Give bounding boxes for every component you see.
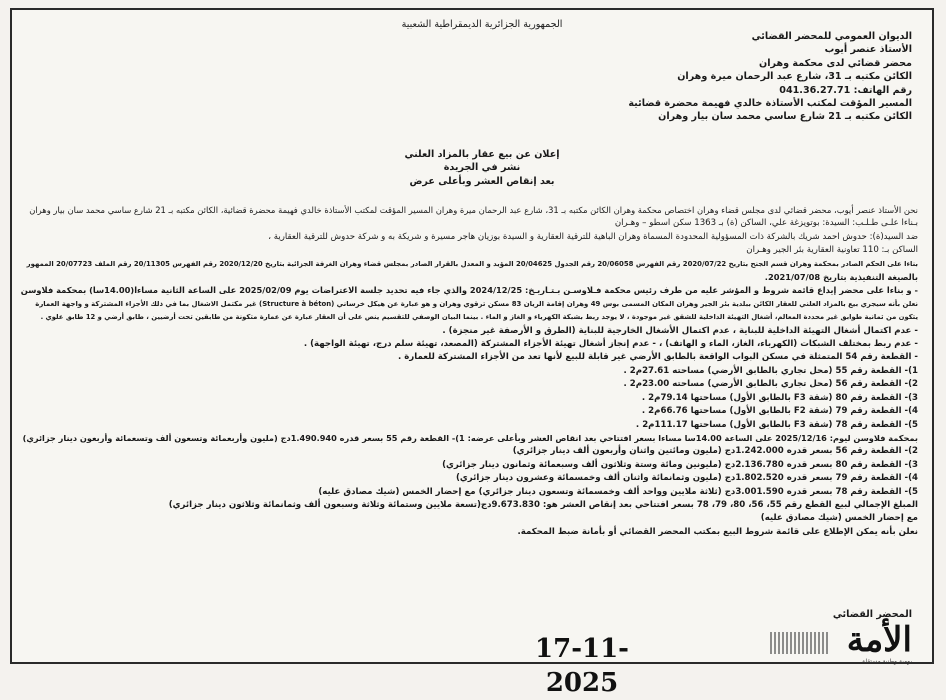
- signature: المحضر القضائي: [832, 609, 912, 620]
- notice-body: [20, 204, 918, 539]
- closing-note: نعلن بأنه يمكن الإطلاع على قائمة شروط البيع بمكتب المحضر القضائي أو بأمانة ضبط المحكمة.: [517, 526, 918, 537]
- lot-item: 2)- القطعة رقم 56 (محل تجاري بالطابق الأرضي) مساحته 23.00م2 .: [623, 379, 918, 390]
- body-paragraph: ضد السيد(ة): حدوش احمد شريك بالشركة ذات المسؤولية المحدودة المسماة وهران الباهية للترقية العقارية و السيدة بوزيان هاجر مسيرة و شريكة به و شركة حدوش للترقية العقارية ،: [268, 231, 918, 242]
- price-item: 5)- القطعة رقم 78 بسعر قدره 3.001.590دج (ثلاثة ملايين وواحد ألف وخمسمائة وتسعون دينار جزائري) مع إحضار الخمس (شيك مصادق عليه): [318, 486, 918, 497]
- bailiff-header: [392, 30, 912, 124]
- announcement-line: نشر في الجريدة: [443, 162, 521, 174]
- newspaper-logo: [764, 622, 916, 666]
- lot-item: 4)- القطعة رقم 79 (شقة F2 بالطابق الأول) مساحتها 66.76م2 .: [641, 406, 918, 417]
- body-paragraph: - عدم اكتمال أشغال التهيئة الداخلية للبناية ، عدم اكتمال الأشغال الخارجية للبناية (الطرق و الأرصفة غير منجزة) .: [442, 325, 918, 336]
- deposit-note: مع إحضار الخمس (شيك مصادق عليه): [760, 513, 918, 524]
- body-paragraph: نعلن بأنه سيجري بيع بالمزاد العلني للعقار الكائن ببلدية بئر الجير وهران المكان المسمى بوس 49 وهران إقامة الريان 83 مسكن ترقوي وهران و هو عبارة عن هيكل خرساني (Structure à béton) غير مكتمل الاشغال بما في ذلك الأجزاء المشتركة و واجهة العمارة: [35, 299, 918, 308]
- header-line: الأستاذ عنصر أيوب: [824, 44, 912, 56]
- body-paragraph: بالصيغة التنفيذية بتاريخ 2021/07/08.: [764, 272, 918, 283]
- price-item: 2)- القطعة رقم 56 بسعر قدره 1.242.000دج (مليون ومائتين واثنان وأربعون ألف دينار جزائري): [512, 446, 918, 457]
- announcement-title: [352, 148, 612, 188]
- header-line: محضر قضائي لدى محكمة وهران: [759, 57, 912, 69]
- logo-pattern-icon: [770, 632, 828, 654]
- header-line: الديوان العمومي للمحضر القضائي: [751, 31, 912, 42]
- body-paragraph: نحن الأستاذ عنصر أيوب، محضر قضائي لدى مجلس قضاء وهران اختصاص محكمة وهران الكائن مكتبه بـ 31، شارع عبد الرحمان ميرة وهران المسير المؤقت لمكتب الأستاذة خالدي فهيمة محضرة قضائية، الكائن مكتبه بـ 21 شارع ساسي محمد سان بيار وهران: [29, 205, 918, 215]
- price-item: 4)- القطعة رقم 79 بسعر قدره 1.802.520دج (مليون وثمانمائة واثنان ألف وخمسمائة وعشرون دينار جزائري): [455, 473, 918, 484]
- announcement-line: بعد إنقاص العشر وبأعلى عرض: [409, 175, 555, 187]
- body-paragraph: - عدم ربط بمختلف الشبكات (الكهرباء، الغاز، الماء و الهاتف) ، - عدم إنجاز أشغال تهيئة الأجزاء المشتركة (المصعد، تهيئة سلم درج، تهيئة الواجهة) .: [303, 339, 918, 350]
- lot-item: 3)- القطعة رقم 80 (شقة F3 بالطابق الأول) مساحتها 79.14م2 .: [641, 392, 918, 403]
- logo-name: الأمة: [846, 620, 912, 660]
- republic-title: الجمهورية الجزائرية الديمقراطية الشعبية: [401, 19, 563, 30]
- header-line: رقم الهاتف: 041.36.27.71: [779, 84, 912, 96]
- body-paragraph: يتكون من ثمانية طوابق غير محددة المعالم، أشغال التهيئة الداخلية للشقق غير موجودة ، لا يوجد ربط بشبكة الكهرباء و الغاز و الماء . بينما البيان الوصفي للتقسيم ينص على أن العقار عبارة عن عمارة متكونة من طابقين تحت أرضيين ، طابق أرضي و 12 طابق علوي .: [40, 313, 918, 322]
- publication-date: 17-11-2025: [535, 634, 629, 698]
- body-paragraph: - القطعة رقم 54 المتمثلة في مسكن البواب الواقعة بالطابق الأرضي غير قابلة للبيع لأنها تعد من الأجزاء المشتركة للعمارة .: [397, 352, 918, 363]
- body-paragraph: الساكن بـ: 110 تعاونية العقارية بئر الجير وهـران: [746, 245, 918, 256]
- logo-tagline: يومية وطنية مستقلة: [862, 658, 912, 665]
- price-item: بمحكمة فلاوسن ليوم: 2025/12/16 على الساعة 14.00سا مساءا بسعر افتتاحي بعد انقاص العشر وبأعلى عرضه: 1)- القطعة رقم 55 بسعر قدره 1.490.940دج (مليون وأربعمائة وتسعون ألف وتسعمائة وأربعون دينار جزائري): [22, 432, 918, 443]
- body-paragraph: بناءا على الحكم الصادر بمحكمة وهران قسم الجنح بتاريخ 2020/07/22 رقم الفهرس 20/06058 رقم الجدول 20/04625 المؤيد و المعدل بالقرار الصادر بمجلس قضاء وهران الغرفة الجزائية بتاريخ 2020/12/20 رقم الفهرس 20/11305 رقم الملف 20/07723 الممهور: [26, 259, 918, 268]
- lot-item: 1)- القطعة رقم 55 (محل تجاري بالطابق الأرضي) مساحته 27.61م2 .: [623, 365, 918, 376]
- price-item: 3)- القطعة رقم 80 بسعر قدره 2.136.780دج (مليونين ومائة وستة وثلاثون ألف وسبعمائة وثمانون دينار جزائري): [442, 459, 918, 470]
- body-paragraph: بـناءا علـى طـلـب: السيدة: بوتويزغة علي، الساكن (ة) بـ 1363 سكن اسطو – وهـران: [614, 218, 918, 229]
- announcement-line: إعلان عن بيع عقار بالمزاد العلني: [404, 149, 560, 160]
- legal-notice-document: [10, 8, 934, 698]
- header-line: المسير المؤقت لمكتب الأستاذة خالدي فهيمة محضرة قضائية: [628, 98, 912, 110]
- body-paragraph: - و بناءا على محضر إيداع قائمة شروط و المؤشر عليه من طرف رئيس محكمة فـلاوسـن بـتـاريـخ: 2024/12/25 والذي جاء فيه تحديد جلسة الاعتراضات يوم 2025/02/09 على الساعة الثانية مساءا(14.00سا) بمحكمة فلاوسن: [20, 285, 918, 296]
- header-line: الكائن مكتبه بـ 21 شارع ساسي محمد سان بيار وهران: [658, 111, 912, 123]
- total-price: المبلغ الإجمالي لبيع القطع رقم 55، 56، 80، 79، 78 بسعر افتتاحي بعد إنقاص العشر هو: 9.673.830دج(تسعة ملايين وستمائة وثلاثة وسبعون ألف وثمانمائة وثلاثون دينار جزائري): [168, 499, 918, 510]
- header-line: الكائن مكتبه بـ 31، شارع عبد الرحمان ميرة وهران: [677, 71, 912, 83]
- lot-item: 5)- القطعة رقم 78 (شقة F3 بالطابق الأول) مساحتها 111.17م2 .: [635, 419, 918, 430]
